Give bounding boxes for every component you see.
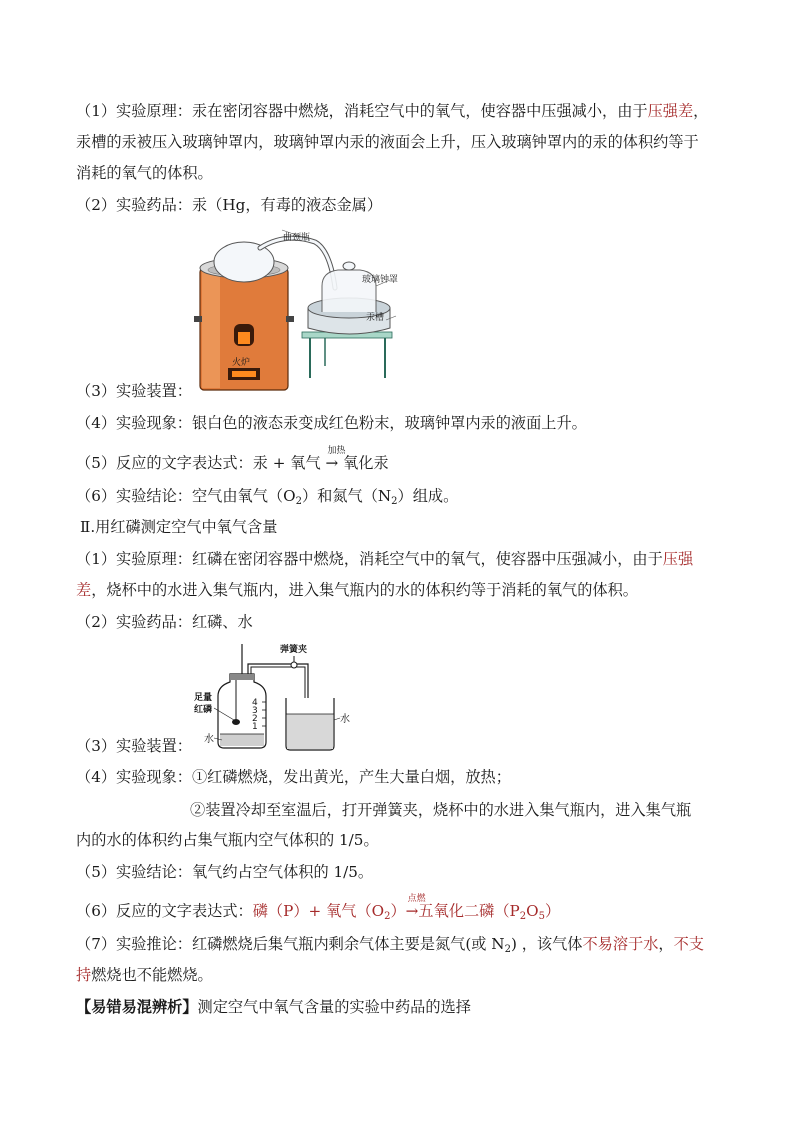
tip-line: 【易错易混辨析】测定空气中氧气含量的实验中药品的选择: [76, 998, 471, 1016]
label-bell: 玻璃钟罩: [362, 275, 399, 285]
apparatus-line-1: （3）实验装置：: [76, 382, 192, 400]
phenomenon2-line-1: （4）实验现象：①红磷燃烧，发出黄光，产生大量白烟，放热；: [76, 768, 511, 786]
inference-line-1: （7）实验推论：红磷燃烧后集气瓶内剩余气体主要是氮气(或 $N_2$) ，该气体不易溶于水，不支: [76, 935, 704, 955]
label-phosphorus-2: 红磷: [194, 705, 213, 715]
svg-text:4: 4: [252, 698, 258, 708]
lavoisier-apparatus-figure: [190, 228, 405, 396]
apparatus2-line: （3）实验装置：: [76, 737, 192, 755]
equation-arrow-1: 加热 →: [325, 446, 346, 472]
drugs-line: （2）实验药品：汞（Hg，有毒的液态金属）: [76, 196, 383, 214]
tip-label: 【易错易混辨析】: [76, 998, 198, 1016]
drugs2-line: （2）实验药品：红磷、水: [76, 613, 253, 631]
highlight-pressure-diff: 压强差: [647, 102, 694, 120]
conclusion2-line: （5）实验结论：氧气约占空气体积的 1/5。: [76, 863, 374, 881]
equation-arrow-2: 点燃 →: [405, 894, 426, 920]
label-furnace: 火炉: [232, 358, 251, 368]
principle2-line-2: 差，烧杯中的水进入集气瓶内，进入集气瓶内的水的体积约等于消耗的氧气的体积。: [76, 581, 638, 599]
svg-text:3: 3: [252, 706, 258, 716]
equation-line-1: （5）反应的文字表达式：汞 + 氧气 加热 → 氧化汞: [76, 446, 389, 472]
phenomenon2-line-3: 内的水的体积约占集气瓶内空气体积的 1/5。: [76, 831, 379, 849]
principle-line-1: （1）实验原理：汞在密闭容器中燃烧，消耗空气中的氧气，使容器中压强减小，由于压强差，: [76, 102, 709, 120]
equation-line-2: （6）反应的文字表达式：磷（P）+ 氧气$(O_2)$ 点燃 →五氧化二磷$(P_2O_5)$: [76, 894, 561, 922]
inference-line-2: 持燃烧也不能燃烧。: [76, 966, 213, 984]
label-flask: 曲颈瓶: [283, 233, 311, 243]
phenomenon2-line-2: ②装置冷却至室温后，打开弹簧夹，烧杯中的水进入集气瓶内，进入集气瓶: [190, 801, 692, 819]
conclusion-line-1: （6）实验结论：空气由氧气$(O_2)$和氮气$(N_2)$组成。: [76, 487, 459, 507]
svg-text:2: 2: [252, 714, 258, 724]
principle-line-2: 汞槽的汞被压入玻璃钟罩内，玻璃钟罩内汞的液面会上升，压入玻璃钟罩内的汞的体积约等于: [76, 133, 699, 151]
section-heading: Ⅱ.用红磷测定空气中氧气含量: [80, 518, 278, 536]
label-clip: 弹簧夹: [280, 645, 308, 655]
label-water-right: 水: [340, 714, 350, 725]
label-phosphorus-1: 足量: [194, 693, 213, 703]
principle-line-3: 消耗的氧气的体积。: [76, 164, 213, 182]
label-water-left: 水: [204, 734, 214, 745]
principle2-line-1: （1）实验原理：红磷在密闭容器中燃烧，消耗空气中的氧气，使容器中压强减小，由于压强: [76, 550, 694, 568]
phenomenon-line: （4）实验现象：银白色的液态汞变成红色粉末，玻璃钟罩内汞的液面上升。: [76, 414, 587, 432]
svg-text:1: 1: [252, 722, 258, 732]
label-trough: 汞槽: [366, 313, 385, 323]
